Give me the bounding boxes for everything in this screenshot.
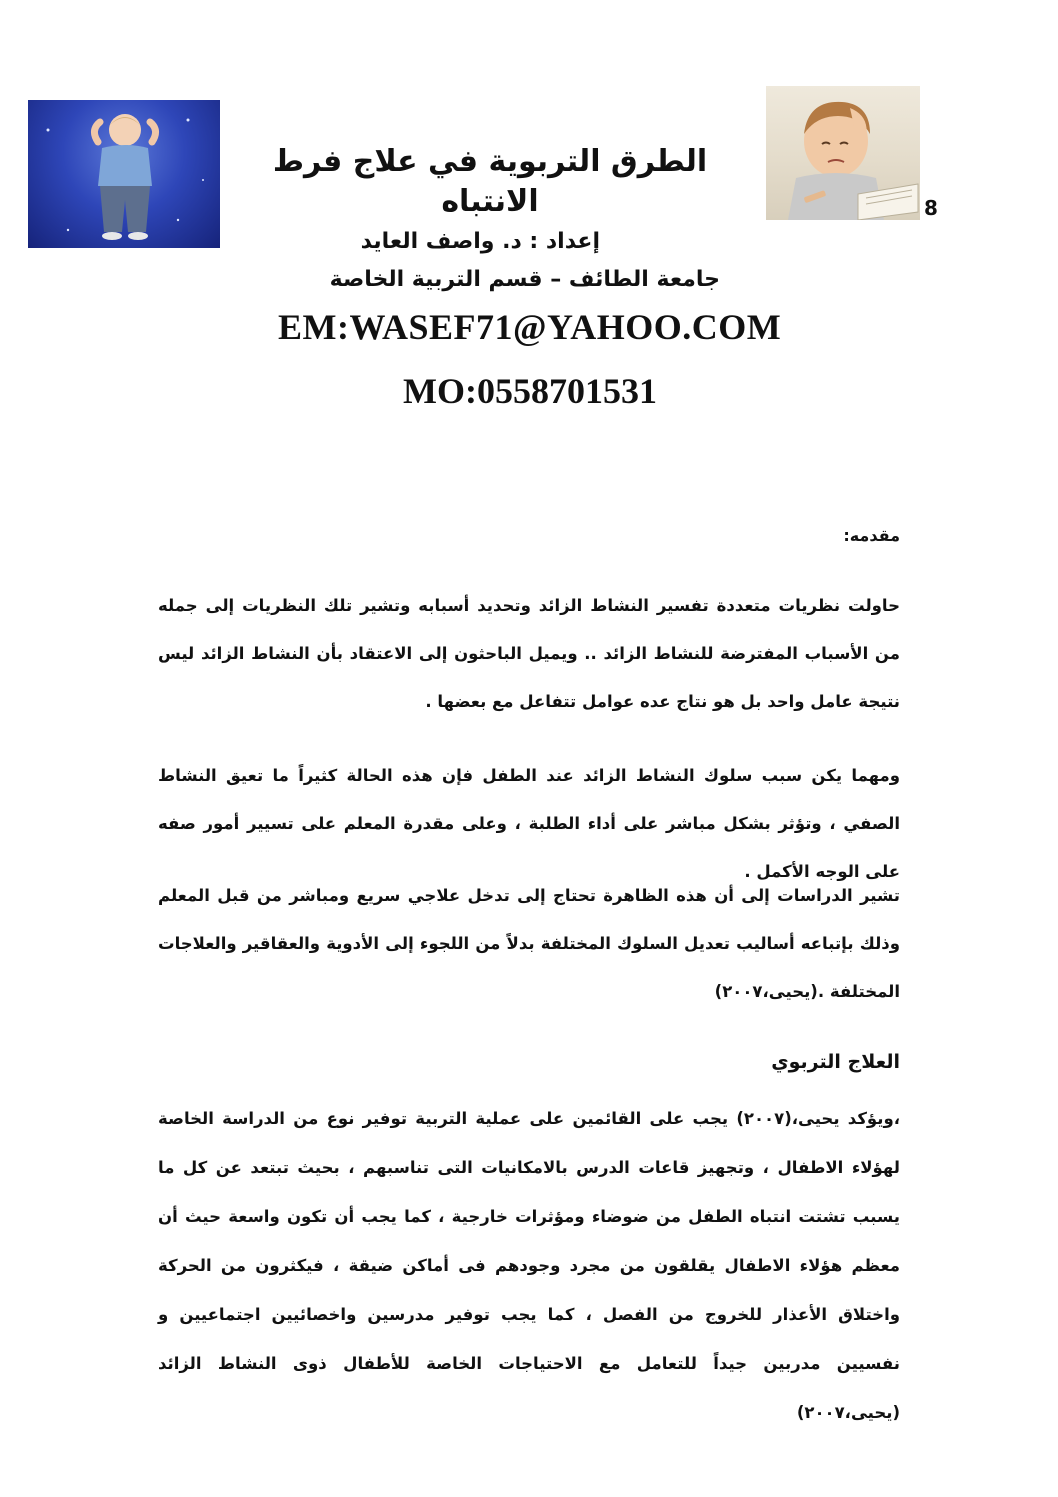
paragraph-1: حاولت نظريات متعددة تفسير النشاط الزائد وتحديد أسبابه وتشير تلك النظريات إلى جمله من الأسباب المفترضة للنشاط الزائد .. ويميل الباحثون إلى الاعتقاد بأن النشاط الزائد ليس نتيجة عامل واحد بل هو نتاج عده عوامل تتفاعل مع بعضها . [158, 596, 900, 711]
page-number: 8 [924, 196, 938, 220]
paragraph-4: ،ويؤكد يحيى،(٢٠٠٧) يجب على القائمين على عملية التربية توفير نوع من الدراسة الخاصة لهؤلاء الاطفال ، وتجهيز قاعات الدرس بالامكانيات التى تناسبهم ، بحيث تبتعد عن كل ما يسبب تشتت انتباه الطفل من ضوضاء ومؤثرات خارجية ، كما يجب أن تكون واسعة حيث أن معظم هؤلاء الاطفال يقلقون من مجرد وجودهم فى أماكن ضيقة ، فيكثرون من الحركة واختلاق الأعذار للخروج من الفصل ، كما يجب توفير مدرسين واخصائيين اجتماعيين و نفسيين مدربين جيداً للتعامل مع الاحتياجات الخاصة للأطفال ذوى النشاط الزائد (يحيى،٢٠٠٧) [158, 1109, 900, 1422]
intro-label: مقدمه: [843, 526, 900, 545]
affiliation-line: جامعة الطائف – قسم التربية الخاصة [329, 267, 720, 292]
document-title: الطرق التربوية في علاج فرط الانتباه [272, 144, 708, 219]
author-line: إعداد : د. واصف العايد [360, 229, 600, 254]
child-photo-right [766, 86, 920, 220]
phone-line: MO:0558701531 [403, 371, 657, 411]
child-photo-left [28, 100, 220, 248]
child-standing-illustration [28, 100, 220, 248]
treatment-heading: العلاج التربوي [771, 1051, 900, 1073]
frustrated-child-illustration [766, 86, 920, 220]
paragraph-2: ومهما يكن سبب سلوك النشاط الزائد عند الطفل فإن هذه الحالة كثيراً ما تعيق النشاط الصفي ، وتؤثر بشكل مباشر على أداء الطلبة ، وعلى مقدرة المعلم على تسيير أمور صفه على الوجه الأكمل . [158, 766, 900, 881]
email-line: EM:WASEF71@YAHOO.COM [278, 307, 782, 347]
paragraph-3: تشير الدراسات إلى أن هذه الظاهرة تحتاج إلى تدخل علاجي سريع ومباشر من قبل المعلم وذلك بإتباعه أساليب تعديل السلوك المختلفة بدلاً من اللجوء إلى الأدوية والعقاقير والعلاجات المختلفة .(يحيى،٢٠٠٧) [158, 886, 900, 1001]
